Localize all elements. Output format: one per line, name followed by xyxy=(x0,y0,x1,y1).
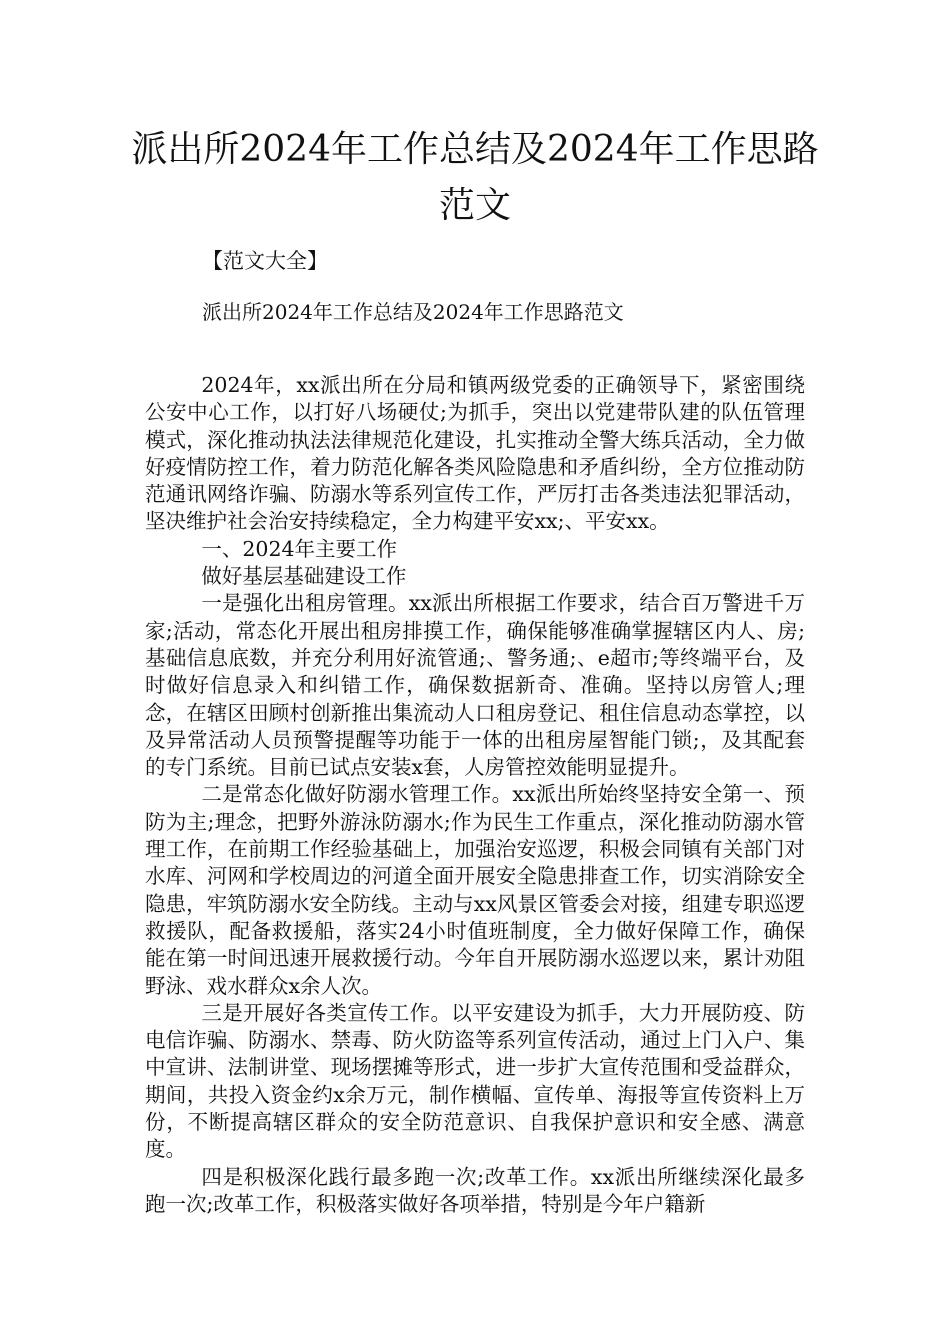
title-line-2: 范文 xyxy=(438,185,511,226)
paragraph-drowning-prevention: 二是常态化做好防溺水管理工作。xx派出所始终坚持安全第一、预防为主;理念，把野外游泳防溺水;作为民生工作重点，深化推动防溺水管理工作，在前期工作经验基础上，加强治安巡逻，积极会同镇有关部门对水库、河网和学校周边的河道全面开展安全隐患排查工作，切实消除安全隐患，牢筑防溺水安全防线。主动与xx风景区管委会对接，组建专职巡逻救援队，配备救援船，落实24小时值班制度，全力做好保障工作，确保能在第一时间迅速开展救援行动。今年自开展防溺水巡逻以来，累计劝阻野泳、戏水群众x余人次。 xyxy=(145,782,805,998)
title-line-1: 派出所2024年工作总结及2024年工作思路 xyxy=(131,129,819,170)
paragraph-publicity: 三是开展好各类宣传工作。以平安建设为抓手，大力开展防疫、防电信诈骗、防溺水、禁毒、防火防盗等系列宣传活动，通过上门入户、集中宣讲、法制讲堂、现场摆摊等形式，进一步扩大宣传范围和受益群众，期间，共投入资金约x余万元，制作横幅、宣传单、海报等宣传资料上万份，不断提高辖区群众的安全防范意识、自我保护意识和安全感、满意度。 xyxy=(145,1000,805,1162)
document-subtitle: 派出所2024年工作总结及2024年工作思路范文 xyxy=(202,300,624,324)
document-title xyxy=(120,122,830,234)
paragraph-rental-management: 一是强化出租房管理。xx派出所根据工作要求，结合百万警进千万家;活动，常态化开展出租房排摸工作，确保能够准确掌握辖区内人、房;基础信息底数，并充分利用好流管通;、警务通;、e超市;等终端平台，及时做好信息录入和纠错工作，确保数据新奇、准确。坚持以房管人;理念，在辖区田顾村创新推出集流动人口租房登记、租住信息动态掌控，以及异常活动人员预警提醒等功能于一体的出租房屋智能门锁;，及其配套的专门系统。目前已试点安装x套，人房管控效能明显提升。 xyxy=(145,591,805,780)
category-tag: 【范文大全】 xyxy=(202,249,328,273)
paragraph-intro: 2024年，xx派出所在分局和镇两级党委的正确领导下，紧密围绕公安中心工作，以打好八场硬仗;为抓手，突出以党建带队建的队伍管理模式，深化推动执法法律规范化建设，扎实推动全警大练兵活动，全力做好疫情防控工作，着力防范化解各类风险隐患和矛盾纠纷，全方位推动防范通讯网络诈骗、防溺水等系列宣传工作，严厉打击各类违法犯罪活动，坚决维护社会治安持续稳定，全力构建平安xx;、平安xx。 xyxy=(145,373,805,534)
paragraph-reform: 四是积极深化践行最多跑一次;改革工作。xx派出所继续深化最多跑一次;改革工作，积极落实做好各项举措，特别是今年户籍新 xyxy=(145,1164,805,1216)
section-heading: 一、2024年主要工作 xyxy=(201,536,398,561)
subsection-heading: 做好基层基础建设工作 xyxy=(201,564,407,589)
document-body xyxy=(145,372,805,1218)
